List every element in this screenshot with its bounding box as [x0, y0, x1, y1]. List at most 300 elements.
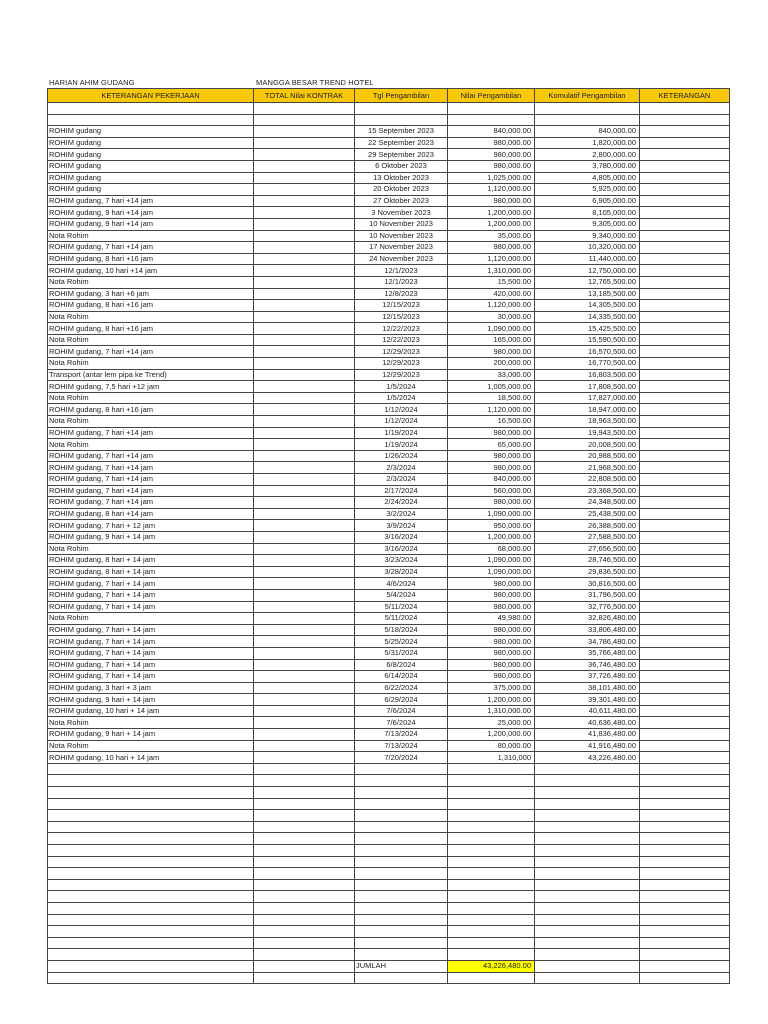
- cell-keterangan-pekerjaan[interactable]: ROHIM gudang, 7 hari + 12 jam: [48, 520, 254, 532]
- cell-komulatif-pengambilan[interactable]: 14,335,500.00: [535, 311, 640, 323]
- cell-keterangan[interactable]: [640, 613, 730, 625]
- cell-keterangan[interactable]: [640, 149, 730, 161]
- cell-tgl-pengambilan[interactable]: 3/2/2024: [355, 508, 448, 520]
- empty-cell[interactable]: [535, 856, 640, 868]
- cell-keterangan-pekerjaan[interactable]: ROHIM gudang, 3 hari +6 jam: [48, 288, 254, 300]
- cell-keterangan[interactable]: [640, 392, 730, 404]
- cell-komulatif-pengambilan[interactable]: 3,780,000.00: [535, 160, 640, 172]
- empty-cell[interactable]: [48, 798, 254, 810]
- header-nilai-pengambilan[interactable]: Nilai Pengambilan: [448, 89, 535, 103]
- cell-keterangan[interactable]: [640, 543, 730, 555]
- cell-komulatif-pengambilan[interactable]: 840,000.00: [535, 126, 640, 138]
- cell-keterangan-pekerjaan[interactable]: ROHIM gudang, 7 hari +14 jam: [48, 195, 254, 207]
- empty-cell[interactable]: [535, 845, 640, 857]
- cell-tgl-pengambilan[interactable]: 20 Oktober 2023: [355, 184, 448, 196]
- cell-tgl-pengambilan[interactable]: 3/28/2024: [355, 566, 448, 578]
- cell-tgl-pengambilan[interactable]: 3/16/2024: [355, 531, 448, 543]
- empty-cell[interactable]: [48, 845, 254, 857]
- empty-cell[interactable]: [535, 937, 640, 949]
- cell-keterangan-pekerjaan[interactable]: ROHIM gudang, 8 hari +16 jam: [48, 253, 254, 265]
- cell-tgl-pengambilan[interactable]: 1/26/2024: [355, 450, 448, 462]
- cell-tgl-pengambilan[interactable]: 12/1/2023: [355, 265, 448, 277]
- cell-keterangan-pekerjaan[interactable]: ROHIM gudang, 7 hari + 14 jam: [48, 601, 254, 613]
- empty-cell[interactable]: [448, 926, 535, 938]
- cell-total-nilai-kontrak[interactable]: [254, 694, 355, 706]
- cell-tgl-pengambilan[interactable]: 7/6/2024: [355, 705, 448, 717]
- cell-total-nilai-kontrak[interactable]: [254, 485, 355, 497]
- cell-komulatif-pengambilan[interactable]: 29,836,500.00: [535, 566, 640, 578]
- empty-cell[interactable]: [535, 926, 640, 938]
- cell-total-nilai-kontrak[interactable]: [254, 462, 355, 474]
- cell-keterangan[interactable]: [640, 334, 730, 346]
- cell-nilai-pengambilan[interactable]: 200,000.00: [448, 358, 535, 370]
- cell-tgl-pengambilan[interactable]: 5/11/2024: [355, 613, 448, 625]
- empty-cell[interactable]: [254, 914, 355, 926]
- empty-cell[interactable]: [448, 914, 535, 926]
- cell-total-nilai-kontrak[interactable]: [254, 276, 355, 288]
- cell-keterangan-pekerjaan[interactable]: Nota Rohim: [48, 276, 254, 288]
- cell-keterangan-pekerjaan[interactable]: ROHIM gudang, 8 hari +14 jam: [48, 508, 254, 520]
- cell-komulatif-pengambilan[interactable]: 26,388,500.00: [535, 520, 640, 532]
- cell-keterangan[interactable]: [640, 242, 730, 254]
- cell-keterangan[interactable]: [640, 671, 730, 683]
- cell-total-nilai-kontrak[interactable]: [254, 717, 355, 729]
- empty-cell[interactable]: [640, 833, 730, 845]
- empty-cell[interactable]: [535, 960, 640, 972]
- cell-keterangan-pekerjaan[interactable]: ROHIM gudang: [48, 137, 254, 149]
- cell-nilai-pengambilan[interactable]: 980,000.00: [448, 137, 535, 149]
- cell-keterangan-pekerjaan[interactable]: ROHIM gudang, 7 hari + 14 jam: [48, 578, 254, 590]
- empty-cell[interactable]: [535, 787, 640, 799]
- cell-keterangan-pekerjaan[interactable]: ROHIM gudang, 9 hari + 14 jam: [48, 729, 254, 741]
- cell-nilai-pengambilan[interactable]: 165,000.00: [448, 334, 535, 346]
- empty-cell[interactable]: [254, 868, 355, 880]
- cell-komulatif-pengambilan[interactable]: 16,770,500.00: [535, 358, 640, 370]
- cell-nilai-pengambilan[interactable]: 1,090,000.00: [448, 566, 535, 578]
- empty-cell[interactable]: [535, 868, 640, 880]
- cell-keterangan[interactable]: [640, 369, 730, 381]
- cell-komulatif-pengambilan[interactable]: 41,836,480.00: [535, 729, 640, 741]
- cell-keterangan-pekerjaan[interactable]: ROHIM gudang, 7 hari + 14 jam: [48, 659, 254, 671]
- empty-cell[interactable]: [355, 914, 448, 926]
- empty-cell[interactable]: [48, 937, 254, 949]
- cell-keterangan-pekerjaan[interactable]: ROHIM gudang, 7 hari +14 jam: [48, 242, 254, 254]
- cell-nilai-pengambilan[interactable]: 980,000.00: [448, 601, 535, 613]
- cell-nilai-pengambilan[interactable]: 16,500.00: [448, 416, 535, 428]
- empty-cell[interactable]: [640, 821, 730, 833]
- cell-keterangan[interactable]: [640, 566, 730, 578]
- empty-cell[interactable]: [254, 949, 355, 961]
- cell-komulatif-pengambilan[interactable]: 15,425,500.00: [535, 323, 640, 335]
- cell-total-nilai-kontrak[interactable]: [254, 218, 355, 230]
- empty-cell[interactable]: [640, 810, 730, 822]
- cell-nilai-pengambilan[interactable]: 375,000.00: [448, 682, 535, 694]
- cell-keterangan-pekerjaan[interactable]: Nota Rohim: [48, 334, 254, 346]
- cell-tgl-pengambilan[interactable]: 6/14/2024: [355, 671, 448, 683]
- cell-total-nilai-kontrak[interactable]: [254, 601, 355, 613]
- cell-keterangan[interactable]: [640, 647, 730, 659]
- cell-tgl-pengambilan[interactable]: 3/9/2024: [355, 520, 448, 532]
- cell-total-nilai-kontrak[interactable]: [254, 195, 355, 207]
- cell-keterangan[interactable]: [640, 416, 730, 428]
- cell-tgl-pengambilan[interactable]: 29 September 2023: [355, 149, 448, 161]
- cell-keterangan[interactable]: [640, 717, 730, 729]
- empty-cell[interactable]: [254, 775, 355, 787]
- cell-tgl-pengambilan[interactable]: 12/29/2023: [355, 346, 448, 358]
- cell-tgl-pengambilan[interactable]: 12/8/2023: [355, 288, 448, 300]
- cell-total-nilai-kontrak[interactable]: [254, 647, 355, 659]
- cell-komulatif-pengambilan[interactable]: 19,943,500.00: [535, 427, 640, 439]
- empty-cell[interactable]: [448, 114, 535, 126]
- cell-keterangan[interactable]: [640, 195, 730, 207]
- empty-cell[interactable]: [254, 763, 355, 775]
- empty-cell[interactable]: [254, 103, 355, 115]
- cell-keterangan-pekerjaan[interactable]: ROHIM gudang, 8 hari +16 jam: [48, 404, 254, 416]
- cell-keterangan-pekerjaan[interactable]: ROHIM gudang: [48, 126, 254, 138]
- cell-komulatif-pengambilan[interactable]: 2,800,000.00: [535, 149, 640, 161]
- empty-cell[interactable]: [448, 972, 535, 984]
- cell-total-nilai-kontrak[interactable]: [254, 323, 355, 335]
- cell-komulatif-pengambilan[interactable]: 20,988,500.00: [535, 450, 640, 462]
- empty-cell[interactable]: [640, 914, 730, 926]
- cell-keterangan[interactable]: [640, 288, 730, 300]
- cell-keterangan-pekerjaan[interactable]: ROHIM gudang, 9 hari +14 jam: [48, 218, 254, 230]
- cell-nilai-pengambilan[interactable]: 980,000.00: [448, 578, 535, 590]
- empty-cell[interactable]: [48, 763, 254, 775]
- cell-komulatif-pengambilan[interactable]: 40,611,480.00: [535, 705, 640, 717]
- cell-keterangan[interactable]: [640, 508, 730, 520]
- cell-total-nilai-kontrak[interactable]: [254, 334, 355, 346]
- cell-keterangan-pekerjaan[interactable]: ROHIM gudang: [48, 172, 254, 184]
- cell-komulatif-pengambilan[interactable]: 30,816,500.00: [535, 578, 640, 590]
- empty-cell[interactable]: [355, 833, 448, 845]
- cell-komulatif-pengambilan[interactable]: 24,348,500.00: [535, 497, 640, 509]
- cell-keterangan-pekerjaan[interactable]: ROHIM gudang, 7 hari + 14 jam: [48, 624, 254, 636]
- cell-nilai-pengambilan[interactable]: 49,980.00: [448, 613, 535, 625]
- cell-total-nilai-kontrak[interactable]: [254, 474, 355, 486]
- cell-keterangan-pekerjaan[interactable]: ROHIM gudang, 7 hari +14 jam: [48, 427, 254, 439]
- cell-nilai-pengambilan[interactable]: 980,000.00: [448, 624, 535, 636]
- cell-keterangan[interactable]: [640, 682, 730, 694]
- cell-keterangan[interactable]: [640, 740, 730, 752]
- cell-keterangan[interactable]: [640, 624, 730, 636]
- empty-cell[interactable]: [535, 902, 640, 914]
- cell-tgl-pengambilan[interactable]: 5/18/2024: [355, 624, 448, 636]
- cell-total-nilai-kontrak[interactable]: [254, 137, 355, 149]
- cell-keterangan-pekerjaan[interactable]: ROHIM gudang, 7 hari +14 jam: [48, 450, 254, 462]
- cell-keterangan-pekerjaan[interactable]: Nota Rohim: [48, 613, 254, 625]
- cell-komulatif-pengambilan[interactable]: 41,916,480.00: [535, 740, 640, 752]
- cell-keterangan-pekerjaan[interactable]: Nota Rohim: [48, 392, 254, 404]
- cell-nilai-pengambilan[interactable]: 980,000.00: [448, 346, 535, 358]
- cell-keterangan[interactable]: [640, 555, 730, 567]
- cell-keterangan[interactable]: [640, 450, 730, 462]
- empty-cell[interactable]: [640, 879, 730, 891]
- cell-keterangan-pekerjaan[interactable]: ROHIM gudang, 8 hari + 14 jam: [48, 566, 254, 578]
- cell-keterangan-pekerjaan[interactable]: Nota Rohim: [48, 740, 254, 752]
- empty-cell[interactable]: [254, 856, 355, 868]
- empty-cell[interactable]: [355, 775, 448, 787]
- cell-komulatif-pengambilan[interactable]: 18,947,000.00: [535, 404, 640, 416]
- empty-cell[interactable]: [640, 798, 730, 810]
- cell-keterangan-pekerjaan[interactable]: ROHIM gudang, 7,5 hari +12 jam: [48, 381, 254, 393]
- cell-total-nilai-kontrak[interactable]: [254, 160, 355, 172]
- cell-total-nilai-kontrak[interactable]: [254, 184, 355, 196]
- cell-keterangan[interactable]: [640, 659, 730, 671]
- cell-keterangan[interactable]: [640, 462, 730, 474]
- cell-nilai-pengambilan[interactable]: 1,200,000.00: [448, 207, 535, 219]
- cell-tgl-pengambilan[interactable]: 7/20/2024: [355, 752, 448, 764]
- empty-cell[interactable]: [355, 937, 448, 949]
- cell-nilai-pengambilan[interactable]: 1,090,000.00: [448, 555, 535, 567]
- cell-tgl-pengambilan[interactable]: 6/29/2024: [355, 694, 448, 706]
- header-keterangan-pekerjaan[interactable]: KETERANGAN PEKERJAAN: [48, 89, 254, 103]
- cell-komulatif-pengambilan[interactable]: 37,726,480.00: [535, 671, 640, 683]
- empty-cell[interactable]: [535, 891, 640, 903]
- cell-total-nilai-kontrak[interactable]: [254, 624, 355, 636]
- empty-cell[interactable]: [355, 810, 448, 822]
- cell-keterangan[interactable]: [640, 439, 730, 451]
- cell-komulatif-pengambilan[interactable]: 31,796,500.00: [535, 589, 640, 601]
- cell-keterangan-pekerjaan[interactable]: ROHIM gudang, 9 hari + 14 jam: [48, 694, 254, 706]
- cell-total-nilai-kontrak[interactable]: [254, 729, 355, 741]
- cell-tgl-pengambilan[interactable]: 24 November 2023: [355, 253, 448, 265]
- cell-tgl-pengambilan[interactable]: 12/29/2023: [355, 369, 448, 381]
- cell-tgl-pengambilan[interactable]: 2/17/2024: [355, 485, 448, 497]
- cell-total-nilai-kontrak[interactable]: [254, 172, 355, 184]
- empty-cell[interactable]: [640, 949, 730, 961]
- cell-komulatif-pengambilan[interactable]: 32,826,480.00: [535, 613, 640, 625]
- cell-keterangan-pekerjaan[interactable]: ROHIM gudang, 8 hari +16 jam: [48, 300, 254, 312]
- cell-keterangan-pekerjaan[interactable]: ROHIM gudang, 7 hari +14 jam: [48, 497, 254, 509]
- cell-keterangan[interactable]: [640, 404, 730, 416]
- empty-cell[interactable]: [640, 891, 730, 903]
- cell-nilai-pengambilan[interactable]: 1,005,000.00: [448, 381, 535, 393]
- cell-nilai-pengambilan[interactable]: 1,310,000.00: [448, 265, 535, 277]
- cell-tgl-pengambilan[interactable]: 3 November 2023: [355, 207, 448, 219]
- cell-keterangan-pekerjaan[interactable]: Transport (antar lem pipa ke Trend): [48, 369, 254, 381]
- cell-tgl-pengambilan[interactable]: 5/11/2024: [355, 601, 448, 613]
- empty-cell[interactable]: [640, 114, 730, 126]
- cell-total-nilai-kontrak[interactable]: [254, 682, 355, 694]
- cell-komulatif-pengambilan[interactable]: 39,301,480.00: [535, 694, 640, 706]
- cell-tgl-pengambilan[interactable]: 22 September 2023: [355, 137, 448, 149]
- cell-nilai-pengambilan[interactable]: 980,000.00: [448, 195, 535, 207]
- cell-tgl-pengambilan[interactable]: 12/15/2023: [355, 311, 448, 323]
- cell-tgl-pengambilan[interactable]: 3/23/2024: [355, 555, 448, 567]
- cell-nilai-pengambilan[interactable]: 950,000.00: [448, 520, 535, 532]
- cell-total-nilai-kontrak[interactable]: [254, 311, 355, 323]
- cell-keterangan[interactable]: [640, 694, 730, 706]
- header-komulatif-pengambilan[interactable]: Komulatif Pengambilan: [535, 89, 640, 103]
- cell-komulatif-pengambilan[interactable]: 25,438,500.00: [535, 508, 640, 520]
- cell-komulatif-pengambilan[interactable]: 20,008,500.00: [535, 439, 640, 451]
- cell-tgl-pengambilan[interactable]: 7/13/2024: [355, 729, 448, 741]
- cell-nilai-pengambilan[interactable]: 980,000.00: [448, 647, 535, 659]
- empty-cell[interactable]: [448, 845, 535, 857]
- cell-keterangan-pekerjaan[interactable]: Nota Rohim: [48, 543, 254, 555]
- cell-nilai-pengambilan[interactable]: 980,000.00: [448, 659, 535, 671]
- cell-total-nilai-kontrak[interactable]: [254, 450, 355, 462]
- cell-keterangan-pekerjaan[interactable]: Nota Rohim: [48, 439, 254, 451]
- cell-tgl-pengambilan[interactable]: 12/22/2023: [355, 334, 448, 346]
- empty-cell[interactable]: [254, 972, 355, 984]
- cell-keterangan-pekerjaan[interactable]: Nota Rohim: [48, 311, 254, 323]
- cell-tgl-pengambilan[interactable]: 17 November 2023: [355, 242, 448, 254]
- empty-cell[interactable]: [355, 949, 448, 961]
- cell-komulatif-pengambilan[interactable]: 11,440,000.00: [535, 253, 640, 265]
- empty-cell[interactable]: [448, 879, 535, 891]
- empty-cell[interactable]: [640, 103, 730, 115]
- cell-komulatif-pengambilan[interactable]: 23,368,500.00: [535, 485, 640, 497]
- cell-tgl-pengambilan[interactable]: 10 November 2023: [355, 230, 448, 242]
- cell-tgl-pengambilan[interactable]: 12/22/2023: [355, 323, 448, 335]
- cell-keterangan[interactable]: [640, 230, 730, 242]
- cell-komulatif-pengambilan[interactable]: 6,905,000.00: [535, 195, 640, 207]
- cell-komulatif-pengambilan[interactable]: 16,570,500.00: [535, 346, 640, 358]
- cell-total-nilai-kontrak[interactable]: [254, 705, 355, 717]
- cell-tgl-pengambilan[interactable]: 10 November 2023: [355, 218, 448, 230]
- cell-total-nilai-kontrak[interactable]: [254, 288, 355, 300]
- total-value[interactable]: 43,226,480.00: [448, 960, 535, 972]
- empty-cell[interactable]: [48, 914, 254, 926]
- cell-komulatif-pengambilan[interactable]: 9,340,000.00: [535, 230, 640, 242]
- cell-nilai-pengambilan[interactable]: 1,200,000.00: [448, 694, 535, 706]
- cell-komulatif-pengambilan[interactable]: 34,786,480.00: [535, 636, 640, 648]
- cell-nilai-pengambilan[interactable]: 980,000.00: [448, 242, 535, 254]
- empty-cell[interactable]: [355, 763, 448, 775]
- cell-keterangan-pekerjaan[interactable]: ROHIM gudang: [48, 184, 254, 196]
- empty-cell[interactable]: [448, 868, 535, 880]
- cell-keterangan-pekerjaan[interactable]: Nota Rohim: [48, 230, 254, 242]
- empty-cell[interactable]: [640, 868, 730, 880]
- cell-nilai-pengambilan[interactable]: 980,000.00: [448, 497, 535, 509]
- empty-cell[interactable]: [48, 114, 254, 126]
- cell-komulatif-pengambilan[interactable]: 36,746,480.00: [535, 659, 640, 671]
- cell-keterangan-pekerjaan[interactable]: ROHIM gudang, 7 hari +14 jam: [48, 485, 254, 497]
- empty-cell[interactable]: [640, 926, 730, 938]
- cell-tgl-pengambilan[interactable]: 15 September 2023: [355, 126, 448, 138]
- empty-cell[interactable]: [48, 103, 254, 115]
- cell-total-nilai-kontrak[interactable]: [254, 439, 355, 451]
- cell-total-nilai-kontrak[interactable]: [254, 126, 355, 138]
- cell-nilai-pengambilan[interactable]: 1,310,000.00: [448, 705, 535, 717]
- cell-keterangan-pekerjaan[interactable]: ROHIM gudang, 8 hari +16 jam: [48, 323, 254, 335]
- cell-total-nilai-kontrak[interactable]: [254, 404, 355, 416]
- cell-keterangan-pekerjaan[interactable]: ROHIM gudang, 9 hari + 14 jam: [48, 531, 254, 543]
- cell-keterangan-pekerjaan[interactable]: ROHIM gudang: [48, 160, 254, 172]
- cell-total-nilai-kontrak[interactable]: [254, 531, 355, 543]
- cell-keterangan[interactable]: [640, 265, 730, 277]
- cell-komulatif-pengambilan[interactable]: 21,968,500.00: [535, 462, 640, 474]
- cell-total-nilai-kontrak[interactable]: [254, 230, 355, 242]
- cell-tgl-pengambilan[interactable]: 6/8/2024: [355, 659, 448, 671]
- empty-cell[interactable]: [535, 103, 640, 115]
- cell-keterangan[interactable]: [640, 137, 730, 149]
- empty-cell[interactable]: [535, 972, 640, 984]
- empty-cell[interactable]: [48, 949, 254, 961]
- cell-keterangan[interactable]: [640, 253, 730, 265]
- empty-cell[interactable]: [535, 810, 640, 822]
- empty-cell[interactable]: [448, 787, 535, 799]
- cell-nilai-pengambilan[interactable]: 1,200,000.00: [448, 729, 535, 741]
- empty-cell[interactable]: [254, 937, 355, 949]
- empty-cell[interactable]: [448, 833, 535, 845]
- empty-cell[interactable]: [254, 902, 355, 914]
- cell-total-nilai-kontrak[interactable]: [254, 427, 355, 439]
- cell-total-nilai-kontrak[interactable]: [254, 358, 355, 370]
- empty-cell[interactable]: [535, 821, 640, 833]
- cell-tgl-pengambilan[interactable]: 1/12/2024: [355, 404, 448, 416]
- cell-total-nilai-kontrak[interactable]: [254, 497, 355, 509]
- cell-tgl-pengambilan[interactable]: 12/15/2023: [355, 300, 448, 312]
- cell-komulatif-pengambilan[interactable]: 38,101,480.00: [535, 682, 640, 694]
- cell-komulatif-pengambilan[interactable]: 5,925,000.00: [535, 184, 640, 196]
- cell-keterangan-pekerjaan[interactable]: ROHIM gudang, 8 hari + 14 jam: [48, 555, 254, 567]
- cell-tgl-pengambilan[interactable]: 27 Oktober 2023: [355, 195, 448, 207]
- empty-cell[interactable]: [640, 902, 730, 914]
- cell-keterangan[interactable]: [640, 729, 730, 741]
- cell-keterangan-pekerjaan[interactable]: ROHIM gudang, 3 hari + 3 jam: [48, 682, 254, 694]
- cell-komulatif-pengambilan[interactable]: 16,803,500.00: [535, 369, 640, 381]
- cell-keterangan[interactable]: [640, 218, 730, 230]
- empty-cell[interactable]: [448, 763, 535, 775]
- empty-cell[interactable]: [48, 833, 254, 845]
- empty-cell[interactable]: [355, 845, 448, 857]
- empty-cell[interactable]: [355, 787, 448, 799]
- cell-keterangan-pekerjaan[interactable]: ROHIM gudang, 9 hari +14 jam: [48, 207, 254, 219]
- cell-nilai-pengambilan[interactable]: 25,000.00: [448, 717, 535, 729]
- cell-komulatif-pengambilan[interactable]: 12,765,500.00: [535, 276, 640, 288]
- cell-nilai-pengambilan[interactable]: 840,000.00: [448, 474, 535, 486]
- empty-cell[interactable]: [535, 798, 640, 810]
- cell-tgl-pengambilan[interactable]: 1/5/2024: [355, 381, 448, 393]
- empty-cell[interactable]: [355, 926, 448, 938]
- cell-keterangan[interactable]: [640, 427, 730, 439]
- cell-nilai-pengambilan[interactable]: 980,000.00: [448, 160, 535, 172]
- cell-keterangan-pekerjaan[interactable]: ROHIM gudang: [48, 149, 254, 161]
- empty-cell[interactable]: [535, 914, 640, 926]
- cell-nilai-pengambilan[interactable]: 15,500.00: [448, 276, 535, 288]
- empty-cell[interactable]: [355, 891, 448, 903]
- empty-cell[interactable]: [254, 926, 355, 938]
- cell-keterangan[interactable]: [640, 323, 730, 335]
- cell-keterangan-pekerjaan[interactable]: ROHIM gudang, 7 hari + 14 jam: [48, 671, 254, 683]
- empty-cell[interactable]: [254, 787, 355, 799]
- cell-keterangan[interactable]: [640, 346, 730, 358]
- cell-komulatif-pengambilan[interactable]: 1,820,000.00: [535, 137, 640, 149]
- cell-total-nilai-kontrak[interactable]: [254, 578, 355, 590]
- empty-cell[interactable]: [535, 879, 640, 891]
- cell-keterangan[interactable]: [640, 474, 730, 486]
- cell-total-nilai-kontrak[interactable]: [254, 659, 355, 671]
- cell-tgl-pengambilan[interactable]: 12/1/2023: [355, 276, 448, 288]
- cell-nilai-pengambilan[interactable]: 980,000.00: [448, 589, 535, 601]
- cell-total-nilai-kontrak[interactable]: [254, 636, 355, 648]
- empty-cell[interactable]: [254, 833, 355, 845]
- cell-total-nilai-kontrak[interactable]: [254, 589, 355, 601]
- cell-tgl-pengambilan[interactable]: 13 Oktober 2023: [355, 172, 448, 184]
- cell-tgl-pengambilan[interactable]: 2/3/2024: [355, 462, 448, 474]
- empty-cell[interactable]: [355, 821, 448, 833]
- cell-keterangan[interactable]: [640, 485, 730, 497]
- cell-keterangan-pekerjaan[interactable]: ROHIM gudang, 10 hari +14 jam: [48, 265, 254, 277]
- cell-tgl-pengambilan[interactable]: 2/3/2024: [355, 474, 448, 486]
- empty-cell[interactable]: [640, 960, 730, 972]
- cell-nilai-pengambilan[interactable]: 1,090,000.00: [448, 508, 535, 520]
- cell-nilai-pengambilan[interactable]: 18,500.00: [448, 392, 535, 404]
- cell-nilai-pengambilan[interactable]: 420,000.00: [448, 288, 535, 300]
